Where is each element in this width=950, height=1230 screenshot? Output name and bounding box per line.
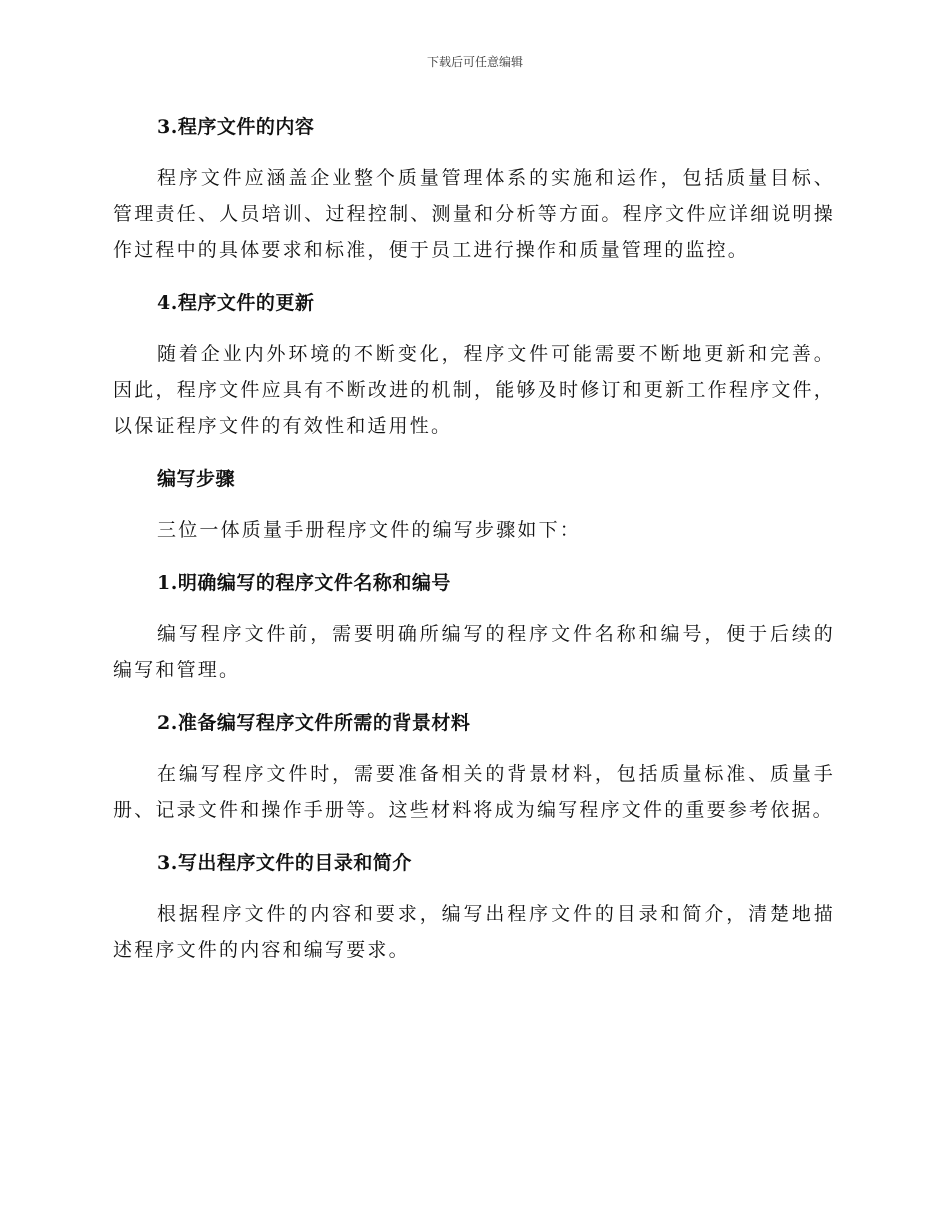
section-heading-step-1: 1.明确编写的程序文件名称和编号 <box>157 572 451 594</box>
document-body <box>113 110 835 968</box>
section-heading-step-2: 2.准备编写程序文件所需的背景材料 <box>157 712 471 734</box>
section-paragraph-update: 随着企业内外环境的不断变化，程序文件可能需要不断地更新和完善。因此，程序文件应具有不断改进的机制，能够及时修订和更新工作程序文件，以保证程序文件的有效性和适用性。 <box>113 343 835 437</box>
section-paragraph-writing-steps: 三位一体质量手册程序文件的编写步骤如下： <box>157 519 582 541</box>
page-header: 下载后可任意编辑 <box>426 55 523 69</box>
section-heading-step-3: 3.写出程序文件的目录和简介 <box>157 852 412 874</box>
section-heading-content: 3.程序文件的内容 <box>157 116 315 138</box>
section-paragraph-content: 程序文件应涵盖企业整个质量管理体系的实施和运作，包括质量目标、管理责任、人员培训、过程控制、测量和分析等方面。程序文件应详细说明操作过程中的具体要求和标准，便于员工进行操作和质量管理的监控。 <box>113 167 835 261</box>
section-paragraph-step-1: 编写程序文件前，需要明确所编写的程序文件名称和编号，便于后续的编写和管理。 <box>113 623 835 681</box>
section-heading-writing-steps: 编写步骤 <box>157 468 236 490</box>
section-paragraph-step-2: 在编写程序文件时，需要准备相关的背景材料，包括质量标准、质量手册、记录文件和操作手册等。这些材料将成为编写程序文件的重要参考依据。 <box>113 763 835 821</box>
section-paragraph-step-3: 根据程序文件的内容和要求，编写出程序文件的目录和简介，清楚地描述程序文件的内容和编写要求。 <box>113 903 835 961</box>
section-heading-update: 4.程序文件的更新 <box>157 292 315 314</box>
